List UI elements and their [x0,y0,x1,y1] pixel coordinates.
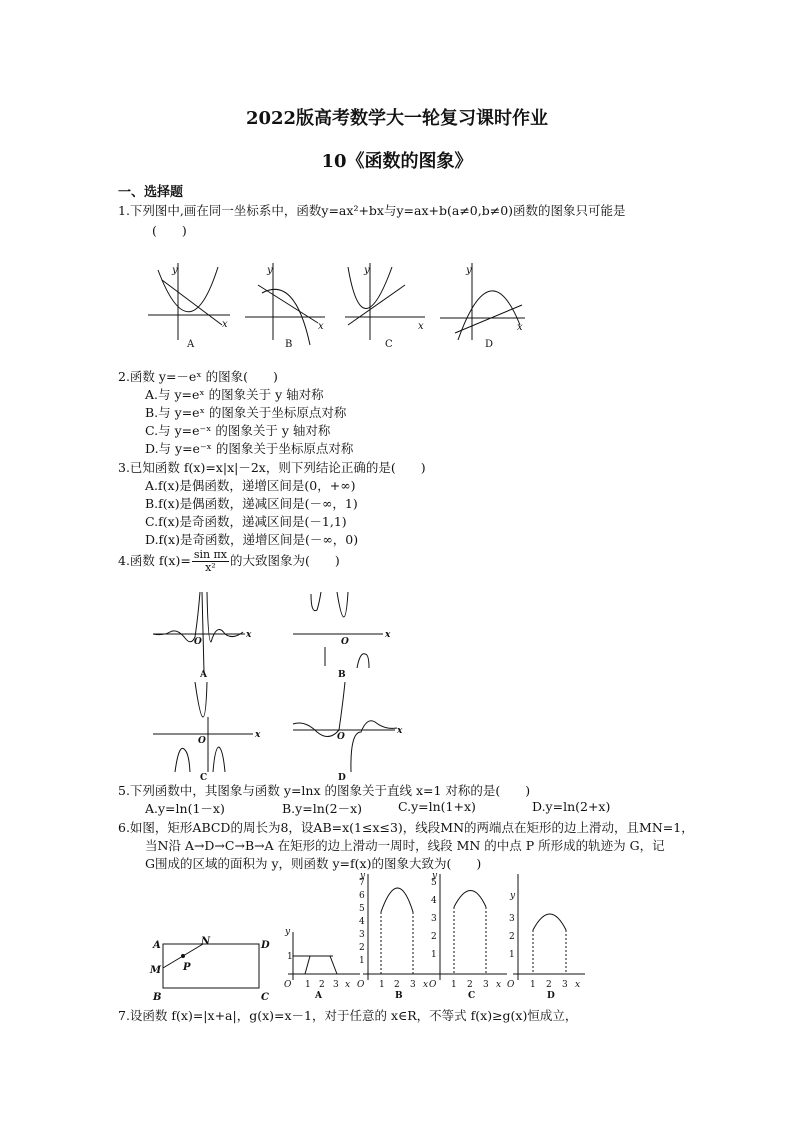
q6-graph-b-y-tick: 4 [359,917,365,927]
q1-axis-x-label: x [318,321,324,332]
q6-graph-d-y-tick: 3 [509,914,515,924]
q6-graph-d-x-label: x [575,980,581,990]
q6-graph-c-x-tick: 2 [467,980,473,990]
q1-stem: 1.下列图中,画在同一坐标系中，函数y=ax²+bx与y=ax+b(a≠0,b≠0)函数的图象只可能是 [118,203,626,218]
rect-label-m: M [150,965,162,976]
q5-option-b: B.y=ln(2－x) [282,801,362,816]
page-title: 2022版高考数学大一轮复习课时作业 [245,108,549,129]
q6-graph-b-x-tick: 2 [394,980,400,990]
q6-graph-b-x-label: x [423,980,429,990]
q6-graph-c-x-tick: 1 [451,980,457,990]
q6-graph-b-y-tick: 2 [359,943,365,953]
q6-graph-c-y-tick: 4 [431,896,437,906]
q4-axis-x-label: x [255,730,261,740]
q2-option-b: B.与 y=eˣ 的图象关于坐标原点对称 [145,405,347,420]
rect-label-n: N [201,936,211,947]
q4-origin-label: O [198,736,206,746]
q6-graph-a-y-label: y [285,927,291,937]
q6-graph-a-x-tick: 2 [319,980,325,990]
q4-axis-x-label: x [246,630,252,640]
q6-graph-c-label: C [468,991,476,1001]
q4-prefix: 4.函数 f(x)= [118,553,191,568]
q6-graph-d-x-tick: 1 [530,980,536,990]
q2-option-c: C.与 y=e⁻ˣ 的图象关于 y 轴对称 [145,423,331,438]
q6-graph-d-y-tick: 1 [509,950,515,960]
q6-graph-a-x-label: x [345,980,351,990]
q4-axis-x-label: x [397,726,403,736]
q2-option-a: A.与 y=eˣ 的图象关于 y 轴对称 [145,387,324,402]
q5-stem: 5.下列函数中，其图象与函数 y=lnx 的图象关于直线 x=1 对称的是( ) [118,783,531,798]
q6-graph-b-x-tick: 3 [410,980,416,990]
q4-frac-numerator: sin πx [193,548,227,561]
q1-figures [140,245,540,355]
q2-option-d: D.与 y=e⁻ˣ 的图象关于坐标原点对称 [145,441,354,456]
q6-graph-d-x-tick: 2 [546,980,552,990]
q5-option-c: C.y=ln(1+x) [398,799,476,814]
q6-graph-a-x-tick: 1 [305,980,311,990]
q1-fig-label-b: B [285,339,293,350]
q3-option-b: B.f(x)是偶函数，递减区间是(－∞，1) [145,496,358,511]
q1-blank: ( ) [152,223,187,238]
q6-graph-c-origin: O [429,980,437,990]
q1-axis-x-label: x [517,322,523,333]
q4-fig-label-a: A [200,670,207,680]
q1-fig-label-c: C [385,339,393,350]
q4-origin-label: O [194,637,202,647]
q6-graph-b-y-tick: 3 [359,930,365,940]
q6-graph-b-y-label: y [360,871,366,881]
q4-frac-denominator: x² [205,561,216,574]
point-p [181,954,185,958]
q1-fig-label-a: A [187,339,195,350]
q1-fig-label-d: D [485,339,494,350]
q6-graph-b-y-tick: 5 [359,904,365,914]
q1-axis-y-label: y [364,265,370,276]
q1-axis-y-label: y [267,265,273,276]
q4-origin-label: O [341,637,349,647]
q1-axis-x-label: x [418,321,424,332]
page-subtitle: 10《函数的图象》 [321,151,473,172]
rect-label-a: A [153,940,161,951]
q4-fig-label-d: D [338,773,346,782]
q6-graph-b-y-tick: 1 [359,956,365,966]
q6-graph-c-y-tick: 1 [431,950,437,960]
rect-label-c: C [261,992,269,1003]
rect-label-b: B [153,992,162,1003]
q4-fraction [192,549,229,574]
q1-axis-y-label: y [466,265,472,276]
q6-graph-d-label: D [547,991,555,1001]
rect-label-d: D [261,940,270,951]
q3-stem: 3.已知函数 f(x)=x|x|－2x，则下列结论正确的是( ) [118,460,426,475]
q4-axis-x-label: x [385,630,391,640]
q1-axis-y-label: y [172,265,178,276]
q5-option-a: A.y=ln(1－x) [145,801,225,816]
q4-stem [118,549,340,574]
q6-graph-b-label: B [395,991,403,1001]
q6-graph-a-y-tick: 1 [287,952,293,962]
q6-graph-b-y-tick: 6 [359,891,365,901]
q6-graph-c-y-tick: 2 [431,932,437,942]
q6-graph-a-x-tick: 3 [333,980,339,990]
q6-graph-c-y-tick: 3 [431,914,437,924]
q6-graph-d-y-tick: 2 [509,932,515,942]
q6-figures [145,870,605,1005]
q6-graph-d-y-label: y [510,891,516,901]
q6-graph-a-label: A [315,991,322,1001]
q4-fig-label-b: B [338,670,346,680]
q6-graph-c-x-label: x [496,980,502,990]
q6-graph-b-origin: O [357,980,365,990]
q3-option-c: C.f(x)是奇函数，递减区间是(－1,1) [145,514,347,529]
q2-stem: 2.函数 y=－eˣ 的图象( ) [118,369,278,384]
q6-graph-c-y-tick: 5 [431,878,437,888]
q6-line1: 6.如图，矩形ABCD的周长为8，设AB=x(1≤x≤3)，线段MN的两端点在矩形的边上滑动，且MN=1， [118,820,694,835]
q6-graph-a-origin: O [284,980,292,990]
q7-stem: 7.设函数 f(x)=|x+a|，g(x)=x－1，对于任意的 x∈R，不等式 f(x)≥g(x)恒成立， [118,1008,578,1023]
q6-line3: G围成的区域的面积为 y，则函数 y=f(x)的图象大致为( ) [145,856,482,871]
section-heading: 一、选择题 [118,185,184,200]
q6-line2: 当N沿 A→D→C→B→A 在矩形的边上滑动一周时，线段 MN 的中点 P 所形成的轨迹为 G，记 [145,838,665,853]
q3-option-d: D.f(x)是奇函数，递增区间是(－∞，0) [145,532,359,547]
q4-fig-label-c: C [200,773,208,782]
q6-graph-c-y-label: y [432,871,438,881]
rect-label-p: P [183,962,191,973]
q1-axis-x-label: x [222,319,228,330]
q3-option-a: A.f(x)是偶函数，递增区间是(0，+∞) [145,478,356,493]
q6-graph-b-y-tick: 7 [359,878,365,888]
q6-graph-d-x-tick: 3 [562,980,568,990]
q6-graph-b-x-tick: 1 [379,980,385,990]
q6-graph-d-origin: O [507,980,515,990]
q6-graph-c-x-tick: 3 [483,980,489,990]
q4-origin-label: O [337,732,345,742]
q5-option-d: D.y=ln(2+x) [532,799,611,814]
q4-suffix: 的大致图象为( ) [230,553,340,568]
q4-figures [145,582,415,782]
